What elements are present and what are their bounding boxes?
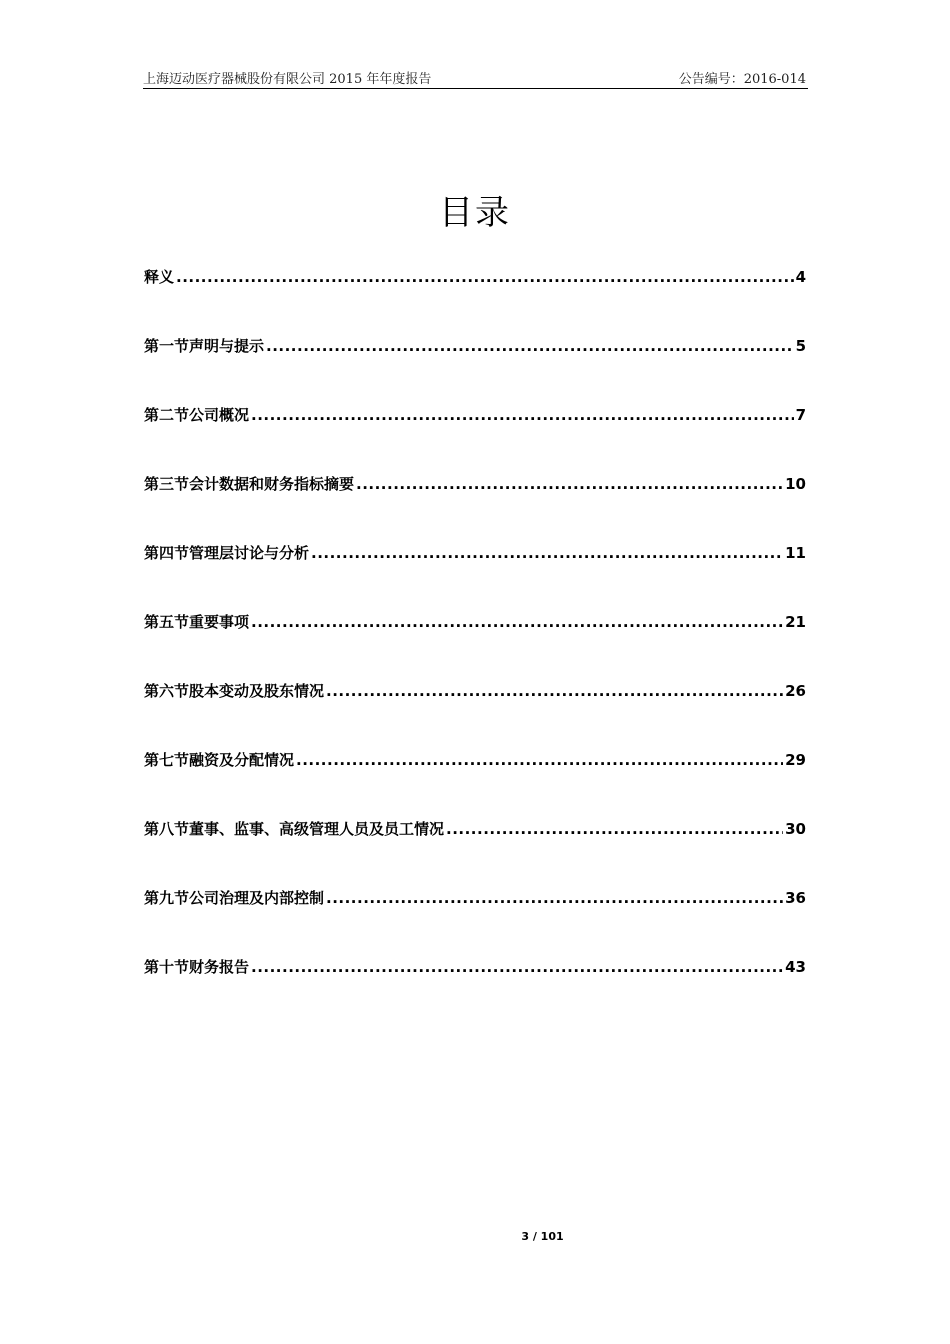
toc-leader-dots xyxy=(251,958,783,976)
toc-entry[interactable] xyxy=(144,404,806,473)
toc-entry[interactable] xyxy=(144,749,806,818)
toc-entry-label: 第三节会计数据和财务指标摘要 xyxy=(144,475,355,493)
toc-entry-page: 26 xyxy=(785,682,806,700)
toc-entry-label: 第二节公司概况 xyxy=(144,406,250,424)
toc-entry-label: 第七节融资及分配情况 xyxy=(144,751,295,769)
toc-title: 目录 xyxy=(439,193,511,233)
toc-entry-label: 第六节股本变动及股东情况 xyxy=(144,682,325,700)
toc-entry-label: 第九节公司治理及内部控制 xyxy=(144,889,325,907)
toc-entry[interactable] xyxy=(144,335,806,404)
toc-entry-page: 5 xyxy=(795,337,806,355)
announcement-number: 公告编号：2016-014 xyxy=(678,72,806,87)
toc-entry-label: 第八节董事、监事、高级管理人员及员工情况 xyxy=(144,820,445,838)
toc-entry[interactable] xyxy=(144,818,806,887)
page-header xyxy=(143,66,808,89)
toc-entry-page: 30 xyxy=(785,820,806,838)
toc-entry[interactable] xyxy=(144,542,806,611)
toc-leader-dots xyxy=(356,475,783,493)
page-number-footer: 3 / 101 xyxy=(521,1230,564,1243)
toc-entry[interactable] xyxy=(144,887,806,956)
toc-entry-page: 29 xyxy=(785,751,806,769)
toc-leader-dots xyxy=(446,820,783,838)
toc-entry-label: 第一节声明与提示 xyxy=(144,337,265,355)
toc-entry-page: 10 xyxy=(785,475,806,493)
table-of-contents xyxy=(144,266,806,1025)
toc-leader-dots xyxy=(296,751,783,769)
toc-entry-page: 11 xyxy=(785,544,806,562)
toc-entry-label: 第五节重要事项 xyxy=(144,613,250,631)
toc-entry[interactable] xyxy=(144,473,806,542)
toc-leader-dots xyxy=(251,406,794,424)
toc-entry-label: 第十节财务报告 xyxy=(144,958,250,976)
toc-entry-label: 第四节管理层讨论与分析 xyxy=(144,544,310,562)
toc-leader-dots xyxy=(176,268,794,286)
toc-entry[interactable] xyxy=(144,611,806,680)
toc-entry-page: 36 xyxy=(785,889,806,907)
toc-leader-dots xyxy=(251,613,783,631)
toc-entry-page: 7 xyxy=(795,406,806,424)
toc-leader-dots xyxy=(266,337,794,355)
report-title-header: 上海迈动医疗器械股份有限公司 2015 年年度报告 xyxy=(143,72,432,87)
toc-entry[interactable] xyxy=(144,266,806,335)
toc-entry-page: 43 xyxy=(785,958,806,976)
toc-leader-dots xyxy=(326,682,783,700)
toc-entry-page: 21 xyxy=(785,613,806,631)
toc-leader-dots xyxy=(326,889,783,907)
toc-entry-label: 释义 xyxy=(144,268,175,286)
toc-entry[interactable] xyxy=(144,680,806,749)
toc-entry-page: 4 xyxy=(795,268,806,286)
toc-entry[interactable] xyxy=(144,956,806,1025)
toc-leader-dots xyxy=(311,544,783,562)
